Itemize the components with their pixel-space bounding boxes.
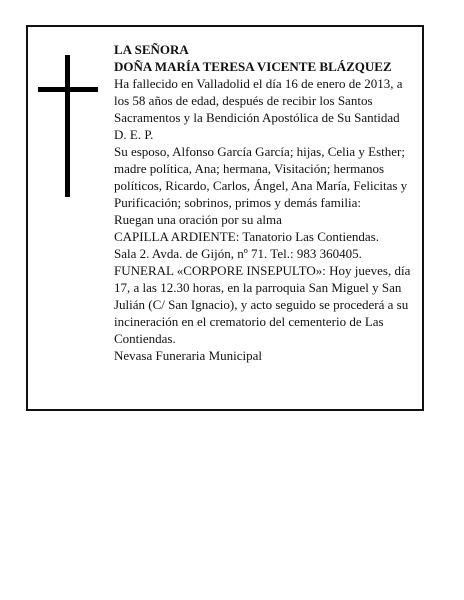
rip-line: D. E. P. (114, 127, 154, 142)
deceased-name: DOÑA MARÍA TERESA VICENTE BLÁZQUEZ (114, 59, 392, 74)
cross-horizontal-bar (38, 87, 98, 92)
obituary-notice (26, 25, 424, 411)
notice-text (114, 41, 420, 364)
chapel-info: CAPILLA ARDIENTE: Tanatorio Las Contiendas. (114, 229, 379, 244)
funeral-home: Nevasa Funeraria Municipal (114, 348, 263, 363)
prayer-request: Ruegan una oración por su alma (114, 212, 282, 227)
family-list: Su esposo, Alfonso García García; hijas, Celia y Esther; madre política, Ana; hermana, Visitación; hermanos políticos, Ricardo, Carlos, Ángel, Ana María, Felicitas y Purificación; sobrinos, primos y demás familia: (114, 144, 408, 210)
cross-vertical-bar (65, 55, 70, 197)
death-announcement: Ha fallecido en Valladolid el día 16 de enero de 2013, a los 58 años de edad, después de recibir los Santos Sacramentos y la Bendición Apostólica de Su Santidad (114, 76, 403, 125)
notice-title: LA SEÑORA (114, 42, 189, 57)
funeral-info: FUNERAL «CORPORE INSEPULTO»: Hoy jueves, día 17, a las 12.30 horas, en la parroquia San Miguel y San Julián (C/ San Ignacio), y acto seguido se procederá a su incineración en el crematorio del cementerio de Las Contiendas. (114, 263, 411, 346)
cross-icon (38, 55, 98, 197)
chapel-address: Sala 2. Avda. de Gijón, nº 71. Tel.: 983 360405. (114, 246, 362, 261)
